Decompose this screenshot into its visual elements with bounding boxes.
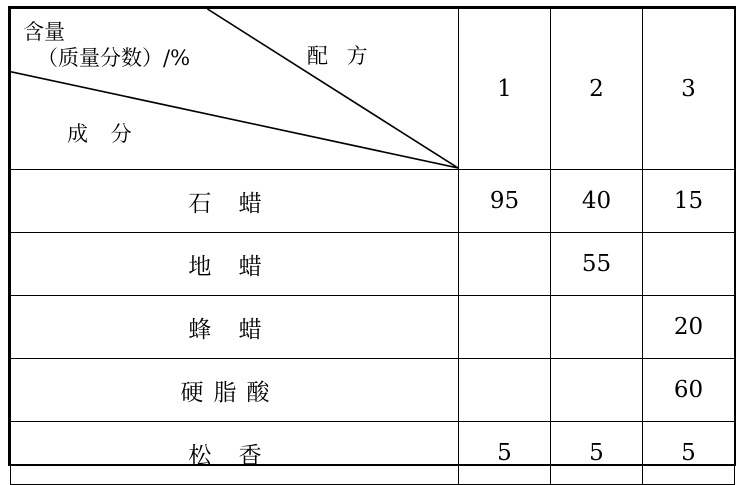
header-content-label bbox=[23, 19, 190, 72]
row-name-ozokerite: 地 蜡 bbox=[11, 233, 459, 296]
header-diagonal-cell bbox=[11, 9, 459, 170]
header-content-line2: （质量分数）/% bbox=[37, 46, 191, 71]
cell-r4-c1: 5 bbox=[459, 422, 551, 485]
composition-table bbox=[10, 8, 735, 485]
cell-r2-c3: 20 bbox=[643, 296, 735, 359]
cell-r1-c1 bbox=[459, 233, 551, 296]
cell-r2-c1 bbox=[459, 296, 551, 359]
cell-r3-c2 bbox=[551, 359, 643, 422]
table-row bbox=[11, 233, 735, 296]
row-name-paraffin-wax: 石 蜡 bbox=[11, 170, 459, 233]
cell-r3-c1 bbox=[459, 359, 551, 422]
header-component-label: 成 分 bbox=[67, 122, 140, 146]
row-name-rosin: 松 香 bbox=[11, 422, 459, 485]
table-row bbox=[11, 422, 735, 485]
header-column-3: 3 bbox=[643, 9, 735, 170]
header-column-2: 2 bbox=[551, 9, 643, 170]
cell-r0-c1: 95 bbox=[459, 170, 551, 233]
row-name-beeswax: 蜂 蜡 bbox=[11, 296, 459, 359]
cell-r1-c2: 55 bbox=[551, 233, 643, 296]
header-content-line1: 含量 bbox=[23, 20, 65, 44]
header-column-1: 1 bbox=[459, 9, 551, 170]
cell-r4-c3: 5 bbox=[643, 422, 735, 485]
row-name-stearic-acid: 硬脂酸 bbox=[11, 359, 459, 422]
table-row bbox=[11, 296, 735, 359]
table-row bbox=[11, 359, 735, 422]
table-header-row bbox=[11, 9, 735, 170]
cell-r0-c2: 40 bbox=[551, 170, 643, 233]
header-formula-label: 配 方 bbox=[307, 44, 374, 68]
cell-r3-c3: 60 bbox=[643, 359, 735, 422]
cell-r4-c2: 5 bbox=[551, 422, 643, 485]
cell-r1-c3 bbox=[643, 233, 735, 296]
cell-r2-c2 bbox=[551, 296, 643, 359]
table-row bbox=[11, 170, 735, 233]
composition-table-container bbox=[8, 6, 736, 469]
cell-r0-c3: 15 bbox=[643, 170, 735, 233]
